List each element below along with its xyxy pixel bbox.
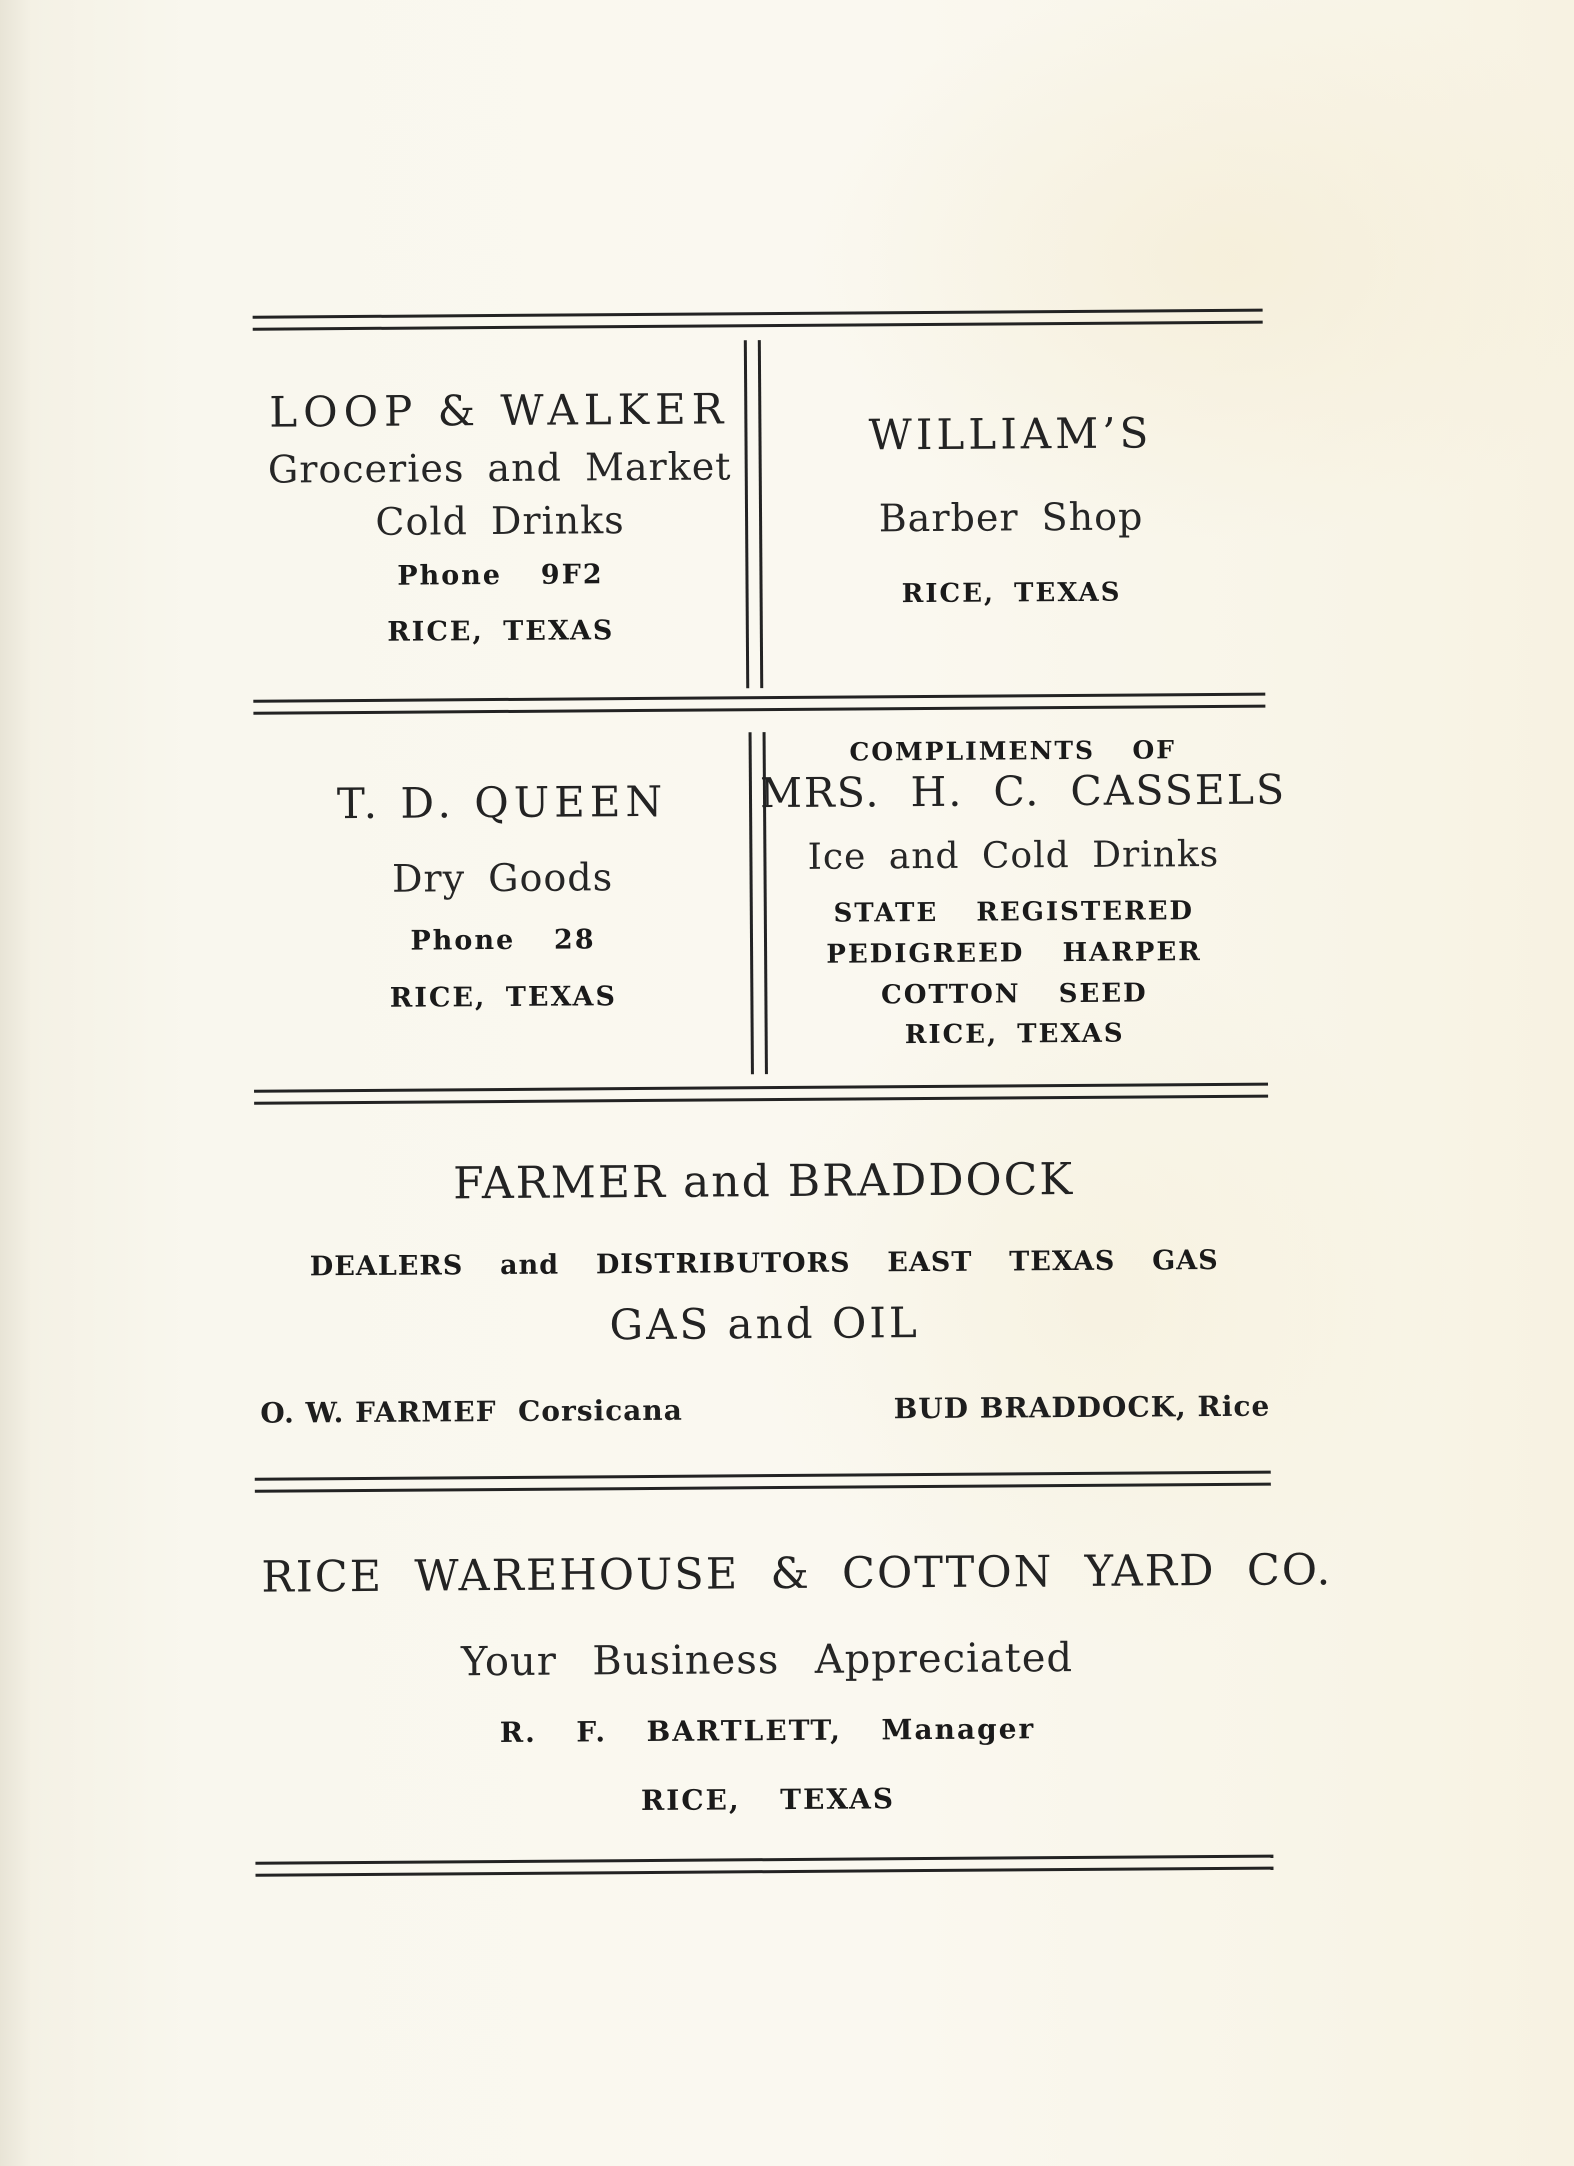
rice-warehouse-manager: R. F. BARTLETT, Manager	[499, 1712, 1036, 1750]
cassels-name: MRS. H. C. CASSELS	[759, 765, 1287, 818]
rice-warehouse-city: RICE, TEXAS	[640, 1782, 896, 1818]
mid-double-rule-3	[255, 1471, 1271, 1493]
cassels-line1: Ice and Cold Drinks	[807, 833, 1220, 878]
cassels-detail3: COTTON SEED	[880, 978, 1148, 1011]
cassels-compliments: COMPLIMENTS OF	[849, 735, 1177, 767]
loop-walker-name: LOOP & WALKER	[269, 384, 730, 437]
cassels-city: RICE, TEXAS	[904, 1018, 1125, 1051]
queen-phone: Phone 28	[410, 924, 596, 957]
loop-walker-line1: Groceries and Market	[267, 444, 732, 492]
bottom-double-rule	[255, 1855, 1273, 1877]
farmer-braddock-name: FARMER and BRADDOCK	[453, 1153, 1075, 1210]
rice-warehouse-name: RICE WAREHOUSE & COTTON YARD CO.	[261, 1545, 1333, 1603]
farmer-braddock-contacts	[260, 1389, 1271, 1430]
queen-city: RICE, TEXAS	[389, 981, 618, 1014]
top-double-rule	[253, 309, 1263, 331]
mid-double-rule-2	[254, 1083, 1268, 1105]
cassels-detail1: STATE REGISTERED	[833, 896, 1195, 929]
farmer-contact-left: O. W. FARMEF Corsicana	[260, 1393, 683, 1430]
queen-name: T. D. QUEEN	[336, 776, 668, 829]
rice-warehouse-line1: Your Business Appreciated	[460, 1635, 1074, 1686]
farmer-contact-right: BUD BRADDOCK, Rice	[893, 1389, 1271, 1426]
farmer-braddock-line1: DEALERS and DISTRIBUTORS EAST TEXAS GAS	[309, 1244, 1219, 1283]
queen-line1: Dry Goods	[391, 855, 614, 901]
farmer-braddock-line2: GAS and OIL	[609, 1298, 920, 1350]
loop-walker-phone: Phone 9F2	[397, 559, 604, 592]
williams-name: WILLIAM’S	[868, 408, 1153, 460]
mid-double-rule-1	[253, 693, 1265, 715]
cassels-detail2: PEDIGREED HARPER	[826, 937, 1202, 970]
loop-walker-line2: Cold Drinks	[375, 498, 625, 544]
williams-line1: Barber Shop	[878, 494, 1144, 541]
loop-walker-city: RICE, TEXAS	[387, 615, 615, 648]
williams-city: RICE, TEXAS	[901, 577, 1122, 610]
